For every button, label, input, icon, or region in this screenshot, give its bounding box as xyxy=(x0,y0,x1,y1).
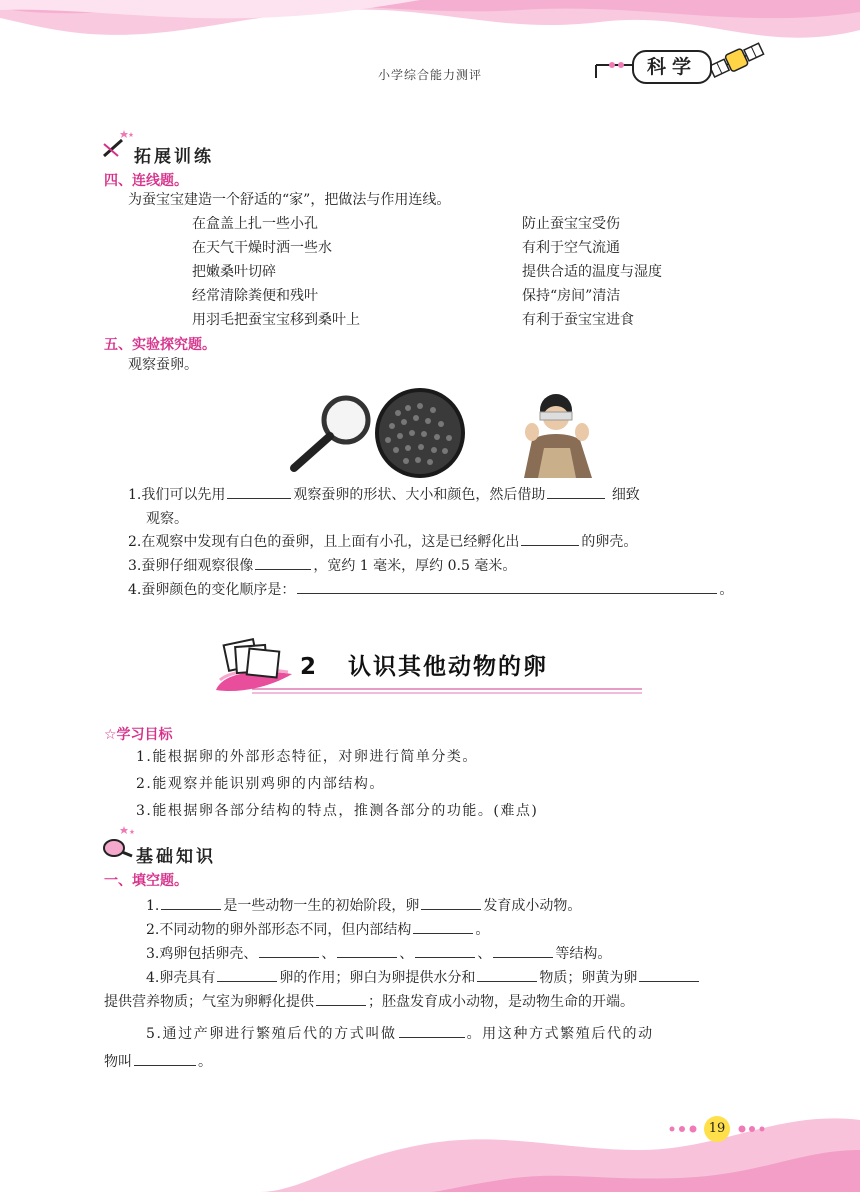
question-5-title: 五、实验探究题。 xyxy=(104,337,216,353)
match-left-item: 用羽毛把蚕宝宝移到桑叶上 xyxy=(192,312,360,328)
q5-item-1-cont: 观察。 xyxy=(146,511,188,527)
goal-item: 1.能根据卵的外部形态特征，对卵进行简单分类。 xyxy=(136,749,478,765)
answer-blank[interactable] xyxy=(134,1051,196,1066)
question-5-prompt: 观察蚕卵。 xyxy=(128,357,198,373)
match-right-item: 有利于蚕宝宝进食 xyxy=(522,312,634,328)
silkworm-egg-illustration xyxy=(288,388,608,478)
question-4-prompt: 为蚕宝宝建造一个舒适的“家”，把做法与作用连线。 xyxy=(128,192,451,208)
fill-item-4-cont: 提供营养物质；气室为卵孵化提供 ；胚盘发育成小动物，是动物生命的开端。 xyxy=(104,990,634,1014)
fill-item-5-cont: 物叫 。 xyxy=(104,1050,212,1074)
answer-blank[interactable] xyxy=(477,967,537,982)
answer-blank[interactable] xyxy=(421,895,481,910)
section-heading-basics: 基础知识 xyxy=(136,847,216,867)
match-left-item: 经常清除粪便和残叶 xyxy=(192,288,318,304)
fill-item-5: 5.通过产卵进行繁殖后代的方式叫做 。用这种方式繁殖后代的动 xyxy=(146,1022,654,1046)
child-photo xyxy=(516,388,604,478)
match-left-item: 在天气干燥时洒一些水 xyxy=(192,240,332,256)
answer-blank[interactable] xyxy=(493,943,553,958)
magnifier-icon xyxy=(294,398,368,468)
match-left-column xyxy=(192,212,360,332)
folder-icon xyxy=(212,634,296,696)
section-heading-extend: 拓展训练 xyxy=(134,147,214,167)
fill-item-3: 3.鸡卵包括卵壳、 、 、 、 等结构。 xyxy=(146,942,611,966)
answer-blank[interactable] xyxy=(639,967,699,982)
match-left-item: 在盒盖上扎一些小孔 xyxy=(192,216,318,232)
answer-blank[interactable] xyxy=(316,991,366,1006)
page-number: 19 xyxy=(704,1116,730,1142)
fill-blank-title: 一、填空题。 xyxy=(104,873,188,889)
q5-item-3: 3.蚕卵仔细观察很像 ，宽约 1 毫米，厚约 0.5 毫米。 xyxy=(128,554,516,578)
answer-blank[interactable] xyxy=(161,895,221,910)
match-right-column xyxy=(522,212,662,332)
answer-blank[interactable] xyxy=(415,943,475,958)
answer-blank[interactable] xyxy=(337,943,397,958)
goals-list xyxy=(136,744,538,825)
match-right-item: 防止蚕宝宝受伤 xyxy=(522,216,620,232)
answer-blank[interactable] xyxy=(413,919,473,934)
q5-item-4: 4.蚕卵颜色的变化顺序是： 。 xyxy=(128,578,733,602)
eggs-image xyxy=(375,388,465,478)
pencil-star-icon xyxy=(100,128,134,160)
match-right-item: 保持“房间”清洁 xyxy=(522,288,621,304)
answer-blank[interactable] xyxy=(521,531,579,546)
match-right-item: 有利于空气流通 xyxy=(522,240,620,256)
goals-heading: ☆学习目标 xyxy=(104,727,173,743)
answer-blank[interactable] xyxy=(297,579,717,594)
fill-item-2: 2.不同动物的卵外部形态不同，但内部结构 。 xyxy=(146,918,489,942)
answer-blank[interactable] xyxy=(217,967,277,982)
answer-blank[interactable] xyxy=(399,1023,465,1038)
fill-item-4: 4.卵壳具有 卵的作用；卵白为卵提供水分和 物质；卵黄为卵 xyxy=(146,966,701,990)
q5-item-1: 1.我们可以先用 观察蚕卵的形状、大小和颜色，然后借助 细致 xyxy=(128,483,640,507)
match-left-item: 把嫩桑叶切碎 xyxy=(192,264,276,280)
q5-item-2: 2.在观察中发现有白色的蚕卵，且上面有小孔，这是已经孵化出 的卵壳。 xyxy=(128,530,637,554)
question-4-title: 四、连线题。 xyxy=(104,173,188,189)
answer-blank[interactable] xyxy=(547,484,605,499)
header-subtitle: 小学综合能力测评 xyxy=(377,68,482,82)
goal-item: 3.能根据卵各部分结构的特点，推测各部分的功能。(难点) xyxy=(136,803,539,819)
match-right-item: 提供合适的温度与湿度 xyxy=(522,264,662,280)
magnifier-star-icon xyxy=(100,824,136,858)
answer-blank[interactable] xyxy=(227,484,291,499)
lesson-title: 2 认识其他动物的卵 xyxy=(300,654,549,680)
answer-blank[interactable] xyxy=(255,555,311,570)
answer-blank[interactable] xyxy=(259,943,319,958)
goal-item: 2.能观察并能识别鸡卵的内部结构。 xyxy=(136,776,385,792)
fill-item-1: 1. 是一些动物一生的初始阶段，卵 发育成小动物。 xyxy=(146,894,581,918)
subject-badge: 科学 xyxy=(632,50,712,84)
